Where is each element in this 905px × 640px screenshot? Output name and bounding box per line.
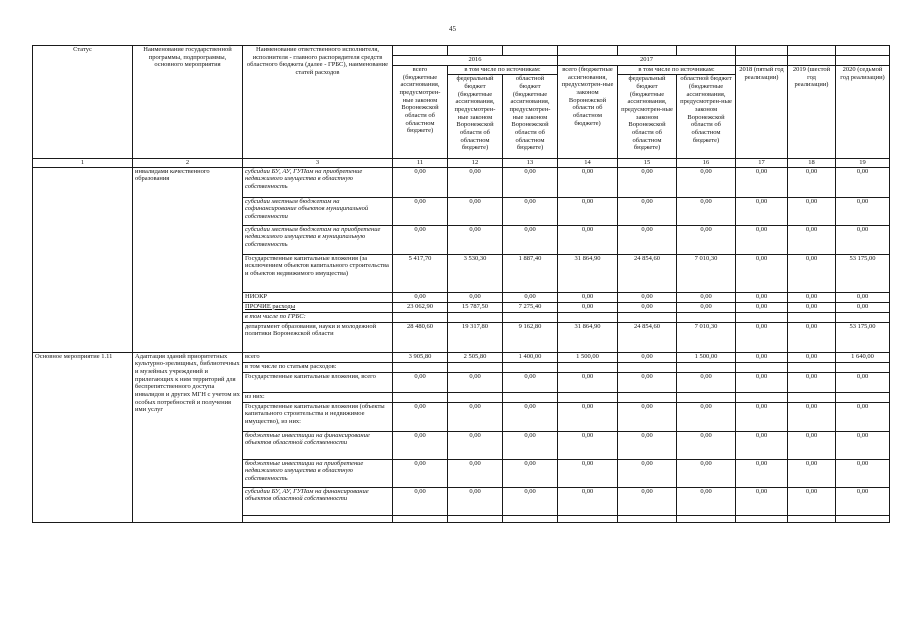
- empty-cell: [788, 392, 836, 402]
- column-number: 12: [448, 159, 503, 168]
- value-cell: 2 505,80: [448, 352, 503, 362]
- value-cell: 0,00: [736, 431, 788, 459]
- value-cell: 0,00: [677, 487, 736, 515]
- empty-cell: [788, 362, 836, 372]
- value-cell: 0,00: [677, 431, 736, 459]
- value-cell: 0,00: [448, 459, 503, 487]
- column-number: 14: [558, 159, 618, 168]
- value-cell: 0,00: [618, 225, 677, 254]
- program-name: инвалидами качественного образования: [133, 167, 243, 352]
- value-cell: 15 787,50: [448, 302, 503, 312]
- articles-label: в том числе по статьям расходов:: [243, 362, 393, 372]
- value-cell: 3 905,80: [393, 352, 448, 362]
- program-header: Наименование государственной программы, подпрограммы, основного мероприятия: [133, 46, 243, 159]
- value-cell: 0,00: [503, 225, 558, 254]
- value-cell: 23 062,90: [393, 302, 448, 312]
- value-cell: 0,00: [558, 487, 618, 515]
- value-cell: 0,00: [393, 402, 448, 431]
- empty-cell: [618, 515, 677, 522]
- value-cell: 0,00: [788, 352, 836, 362]
- value-cell: 0,00: [677, 372, 736, 392]
- of-them-label: из них:: [243, 392, 393, 402]
- expense-article-label: Государственные капитальные вложения (за исключением объектов капитального строительства и объектов недвижимого имущества): [243, 254, 393, 292]
- empty-cell: [736, 515, 788, 522]
- value-cell: 1 400,00: [503, 352, 558, 362]
- column-number: 11: [393, 159, 448, 168]
- value-cell: 1 640,00: [836, 352, 890, 362]
- value-cell: 0,00: [448, 225, 503, 254]
- page-number: 45: [449, 25, 456, 33]
- expense-article-label: ПРОЧИЕ расходы: [243, 302, 393, 312]
- column-number: 3: [243, 159, 393, 168]
- empty-cell: [618, 392, 677, 402]
- value-cell: 0,00: [788, 402, 836, 431]
- value-cell: 0,00: [558, 292, 618, 302]
- value-cell: 7 010,30: [677, 322, 736, 352]
- empty-cell: [836, 392, 890, 402]
- value-cell: 3 530,30: [448, 254, 503, 292]
- expense-article-label: субсидии местным бюджетам на приобретение недвижимого имущества в муниципальную собственность: [243, 225, 393, 254]
- value-cell: 0,00: [677, 197, 736, 225]
- value-cell: 0,00: [503, 292, 558, 302]
- value-cell: 0,00: [558, 459, 618, 487]
- executor-header: Наименование ответственного исполнителя, исполнителя - главного распорядителя средств областного бюджета (далее - ГРБС), наименование статей расходов: [243, 46, 393, 159]
- value-cell: 0,00: [736, 254, 788, 292]
- empty-cell: [558, 392, 618, 402]
- value-cell: 0,00: [677, 167, 736, 197]
- value-cell: 53 175,00: [836, 254, 890, 292]
- value-cell: 0,00: [448, 402, 503, 431]
- value-cell: 0,00: [618, 372, 677, 392]
- federal-2017-header: федеральный бюджет (бюджетные ассигнования, предусмотрен-ные законом Воронежской области об областном бюджете): [618, 75, 677, 159]
- total-2017-header: всего (бюджетные ассигнования, предусмотрен-ные законом Воронежской области об областном бюджете): [558, 66, 618, 159]
- value-cell: 0,00: [836, 225, 890, 254]
- value-cell: 0,00: [558, 197, 618, 225]
- value-cell: 5 417,70: [393, 254, 448, 292]
- capital-objects-label: Государственные капитальные вложения (объекты капитального строительства и недвижимое имущество), из них:: [243, 402, 393, 431]
- capital-investments-label: Государственные капитальные вложения, всего: [243, 372, 393, 392]
- value-cell: 0,00: [836, 167, 890, 197]
- value-cell: 0,00: [558, 372, 618, 392]
- value-cell: 0,00: [677, 292, 736, 302]
- empty-cell: [558, 362, 618, 372]
- value-cell: 0,00: [788, 431, 836, 459]
- value-cell: 0,00: [736, 302, 788, 312]
- year-2017-header: 2017: [558, 56, 736, 66]
- empty-cell: [503, 362, 558, 372]
- value-cell: 0,00: [503, 167, 558, 197]
- sources-2017-header: в том числе по источникам:: [618, 66, 736, 75]
- value-cell: 0,00: [393, 225, 448, 254]
- empty-cell: [836, 312, 890, 322]
- block-1: [33, 167, 890, 352]
- value-cell: 0,00: [558, 225, 618, 254]
- value-cell: 0,00: [503, 197, 558, 225]
- empty-cell: [836, 515, 890, 522]
- value-cell: 31 864,90: [558, 254, 618, 292]
- year-2016-header: 2016: [393, 56, 558, 66]
- empty-cell: [448, 515, 503, 522]
- column-number: 18: [788, 159, 836, 168]
- empty-cell: [736, 362, 788, 372]
- sub-article-label: бюджетные инвестиции на приобретение недвижимого имущества в областную собственность: [243, 459, 393, 487]
- value-cell: 53 175,00: [836, 322, 890, 352]
- value-cell: 0,00: [836, 197, 890, 225]
- value-cell: 0,00: [788, 459, 836, 487]
- column-number: 17: [736, 159, 788, 168]
- table-header: [33, 46, 890, 168]
- value-cell: 0,00: [558, 302, 618, 312]
- regional-2017-header: областной бюджет (бюджетные ассигнования, предусмотрен-ные законом Воронежской области об областном бюджете): [677, 75, 736, 159]
- value-cell: 0,00: [448, 292, 503, 302]
- value-cell: 0,00: [618, 431, 677, 459]
- value-cell: 0,00: [618, 292, 677, 302]
- federal-2016-header: федеральный бюджет (бюджетные ассигнования, предусмотрен-ные законом Воронежской области об областном бюджете): [448, 75, 503, 159]
- value-cell: 0,00: [836, 302, 890, 312]
- year-2020-header: 2020 (седьмой год реализации): [836, 66, 890, 159]
- budget-table: [32, 45, 890, 523]
- value-cell: 0,00: [448, 372, 503, 392]
- value-cell: 1 500,00: [558, 352, 618, 362]
- value-cell: 0,00: [736, 459, 788, 487]
- value-cell: 0,00: [448, 197, 503, 225]
- value-cell: 0,00: [836, 459, 890, 487]
- empty-cell: [788, 515, 836, 522]
- value-cell: 0,00: [677, 402, 736, 431]
- value-cell: 0,00: [736, 167, 788, 197]
- value-cell: 0,00: [393, 167, 448, 197]
- value-cell: 0,00: [788, 225, 836, 254]
- value-cell: 0,00: [558, 402, 618, 431]
- empty-cell: [618, 362, 677, 372]
- expense-article-label: субсидии БУ, АУ, ГУПам на приобретение недвижимого имущества в областную собственность: [243, 167, 393, 197]
- value-cell: 24 854,60: [618, 254, 677, 292]
- column-number: 19: [836, 159, 890, 168]
- column-numbers-row: [33, 159, 890, 168]
- value-cell: 9 162,80: [503, 322, 558, 352]
- value-cell: 0,00: [448, 167, 503, 197]
- value-cell: 24 854,60: [618, 322, 677, 352]
- table-row: [33, 167, 890, 197]
- value-cell: 7 275,40: [503, 302, 558, 312]
- value-cell: 0,00: [618, 352, 677, 362]
- value-cell: 0,00: [736, 372, 788, 392]
- value-cell: 0,00: [558, 167, 618, 197]
- sub-article-label: бюджетные инвестиции на финансирование объектов областной собственности: [243, 431, 393, 459]
- value-cell: 0,00: [503, 487, 558, 515]
- value-cell: 31 864,90: [558, 322, 618, 352]
- value-cell: 0,00: [448, 431, 503, 459]
- value-cell: 0,00: [788, 167, 836, 197]
- value-cell: 0,00: [836, 431, 890, 459]
- value-cell: 0,00: [618, 197, 677, 225]
- empty-cell: [503, 312, 558, 322]
- value-cell: 0,00: [677, 459, 736, 487]
- value-cell: 0,00: [736, 292, 788, 302]
- value-cell: 0,00: [393, 197, 448, 225]
- value-cell: 0,00: [736, 487, 788, 515]
- empty-cell: [836, 362, 890, 372]
- empty-cell: [503, 515, 558, 522]
- value-cell: 0,00: [393, 459, 448, 487]
- empty-cell: [448, 312, 503, 322]
- value-cell: 0,00: [788, 197, 836, 225]
- total-label: всего: [243, 352, 393, 362]
- table-row: [33, 352, 890, 362]
- value-cell: 0,00: [736, 402, 788, 431]
- column-number: 16: [677, 159, 736, 168]
- empty-cell: [393, 362, 448, 372]
- value-cell: 0,00: [618, 487, 677, 515]
- empty-cell: [558, 515, 618, 522]
- value-cell: 0,00: [736, 322, 788, 352]
- column-number: 2: [133, 159, 243, 168]
- value-cell: 0,00: [788, 372, 836, 392]
- value-cell: 0,00: [503, 431, 558, 459]
- value-cell: 0,00: [393, 292, 448, 302]
- column-number: 15: [618, 159, 677, 168]
- empty-cell: [788, 312, 836, 322]
- empty-cell: [393, 392, 448, 402]
- block-2-main-event-1-11: [33, 352, 890, 522]
- empty-cell: [677, 515, 736, 522]
- value-cell: 0,00: [836, 372, 890, 392]
- value-cell: 0,00: [836, 487, 890, 515]
- empty-cell: [677, 312, 736, 322]
- empty-cell: [677, 362, 736, 372]
- value-cell: 0,00: [788, 322, 836, 352]
- value-cell: 0,00: [736, 352, 788, 362]
- value-cell: 7 010,30: [677, 254, 736, 292]
- value-cell: 0,00: [393, 372, 448, 392]
- value-cell: 0,00: [677, 302, 736, 312]
- value-cell: 0,00: [736, 197, 788, 225]
- value-cell: 0,00: [503, 459, 558, 487]
- status-cell-empty: [33, 167, 133, 352]
- value-cell: 0,00: [618, 459, 677, 487]
- sub-article-label: субсидии БУ, АУ, ГУПам на финансирование объектов областной собственности: [243, 487, 393, 515]
- expense-article-label: НИОКР: [243, 292, 393, 302]
- column-number: 1: [33, 159, 133, 168]
- value-cell: 0,00: [558, 431, 618, 459]
- value-cell: 1 887,40: [503, 254, 558, 292]
- empty-cell: [618, 312, 677, 322]
- empty-cell: [448, 392, 503, 402]
- empty-cell: [393, 312, 448, 322]
- value-cell: 0,00: [503, 372, 558, 392]
- value-cell: 0,00: [448, 487, 503, 515]
- empty-cell: [243, 515, 393, 522]
- program-name: Адаптация зданий приоритетных культурно-зрелищных, библиотечных и музейных учреждений и прилегающих к ним территорий для беспрепятственного доступа инвалидов и других МГН с учетом их особых потребностей и получения ими услуг: [133, 352, 243, 522]
- sources-2016-header: в том числе по источникам:: [448, 66, 558, 75]
- value-cell: 0,00: [677, 225, 736, 254]
- status-header: Статус: [33, 46, 133, 159]
- empty-cell: [558, 312, 618, 322]
- column-number: 13: [503, 159, 558, 168]
- value-cell: 0,00: [788, 302, 836, 312]
- value-cell: 0,00: [788, 254, 836, 292]
- regional-2016-header: областной бюджет (бюджетные ассигнования, предусмотрен-ные законом Воронежской области об областном бюджете): [503, 75, 558, 159]
- value-cell: 0,00: [788, 487, 836, 515]
- year-2018-header: 2018 (пятый год реализации): [736, 66, 788, 159]
- empty-cell: [503, 392, 558, 402]
- value-cell: 0,00: [618, 167, 677, 197]
- total-2016-header: всего (бюджетные ассигнования, предусмотрен-ные законом Воронежской области об областном бюджете): [393, 66, 448, 159]
- value-cell: 0,00: [736, 225, 788, 254]
- value-cell: 0,00: [393, 487, 448, 515]
- value-cell: 0,00: [788, 292, 836, 302]
- grbs-label: в том числе по ГРБС:: [243, 312, 393, 322]
- value-cell: 0,00: [393, 431, 448, 459]
- empty-cell: [448, 362, 503, 372]
- value-cell: 0,00: [836, 292, 890, 302]
- expense-article-label: субсидии местным бюджетам на софинансирование объектов муниципальной собственности: [243, 197, 393, 225]
- department-label: департамент образования, науки и молодежной политики Воронежской области: [243, 322, 393, 352]
- value-cell: 0,00: [618, 302, 677, 312]
- empty-cell: [736, 392, 788, 402]
- empty-cell: [736, 312, 788, 322]
- value-cell: 19 317,80: [448, 322, 503, 352]
- value-cell: 1 500,00: [677, 352, 736, 362]
- status-main-event: Основное мероприятие 1.11: [33, 352, 133, 522]
- value-cell: 0,00: [836, 402, 890, 431]
- year-2019-header: 2019 (шестой год реализации): [788, 66, 836, 159]
- empty-cell: [677, 392, 736, 402]
- value-cell: 0,00: [618, 402, 677, 431]
- value-cell: 28 480,60: [393, 322, 448, 352]
- value-cell: 0,00: [503, 402, 558, 431]
- empty-cell: [393, 515, 448, 522]
